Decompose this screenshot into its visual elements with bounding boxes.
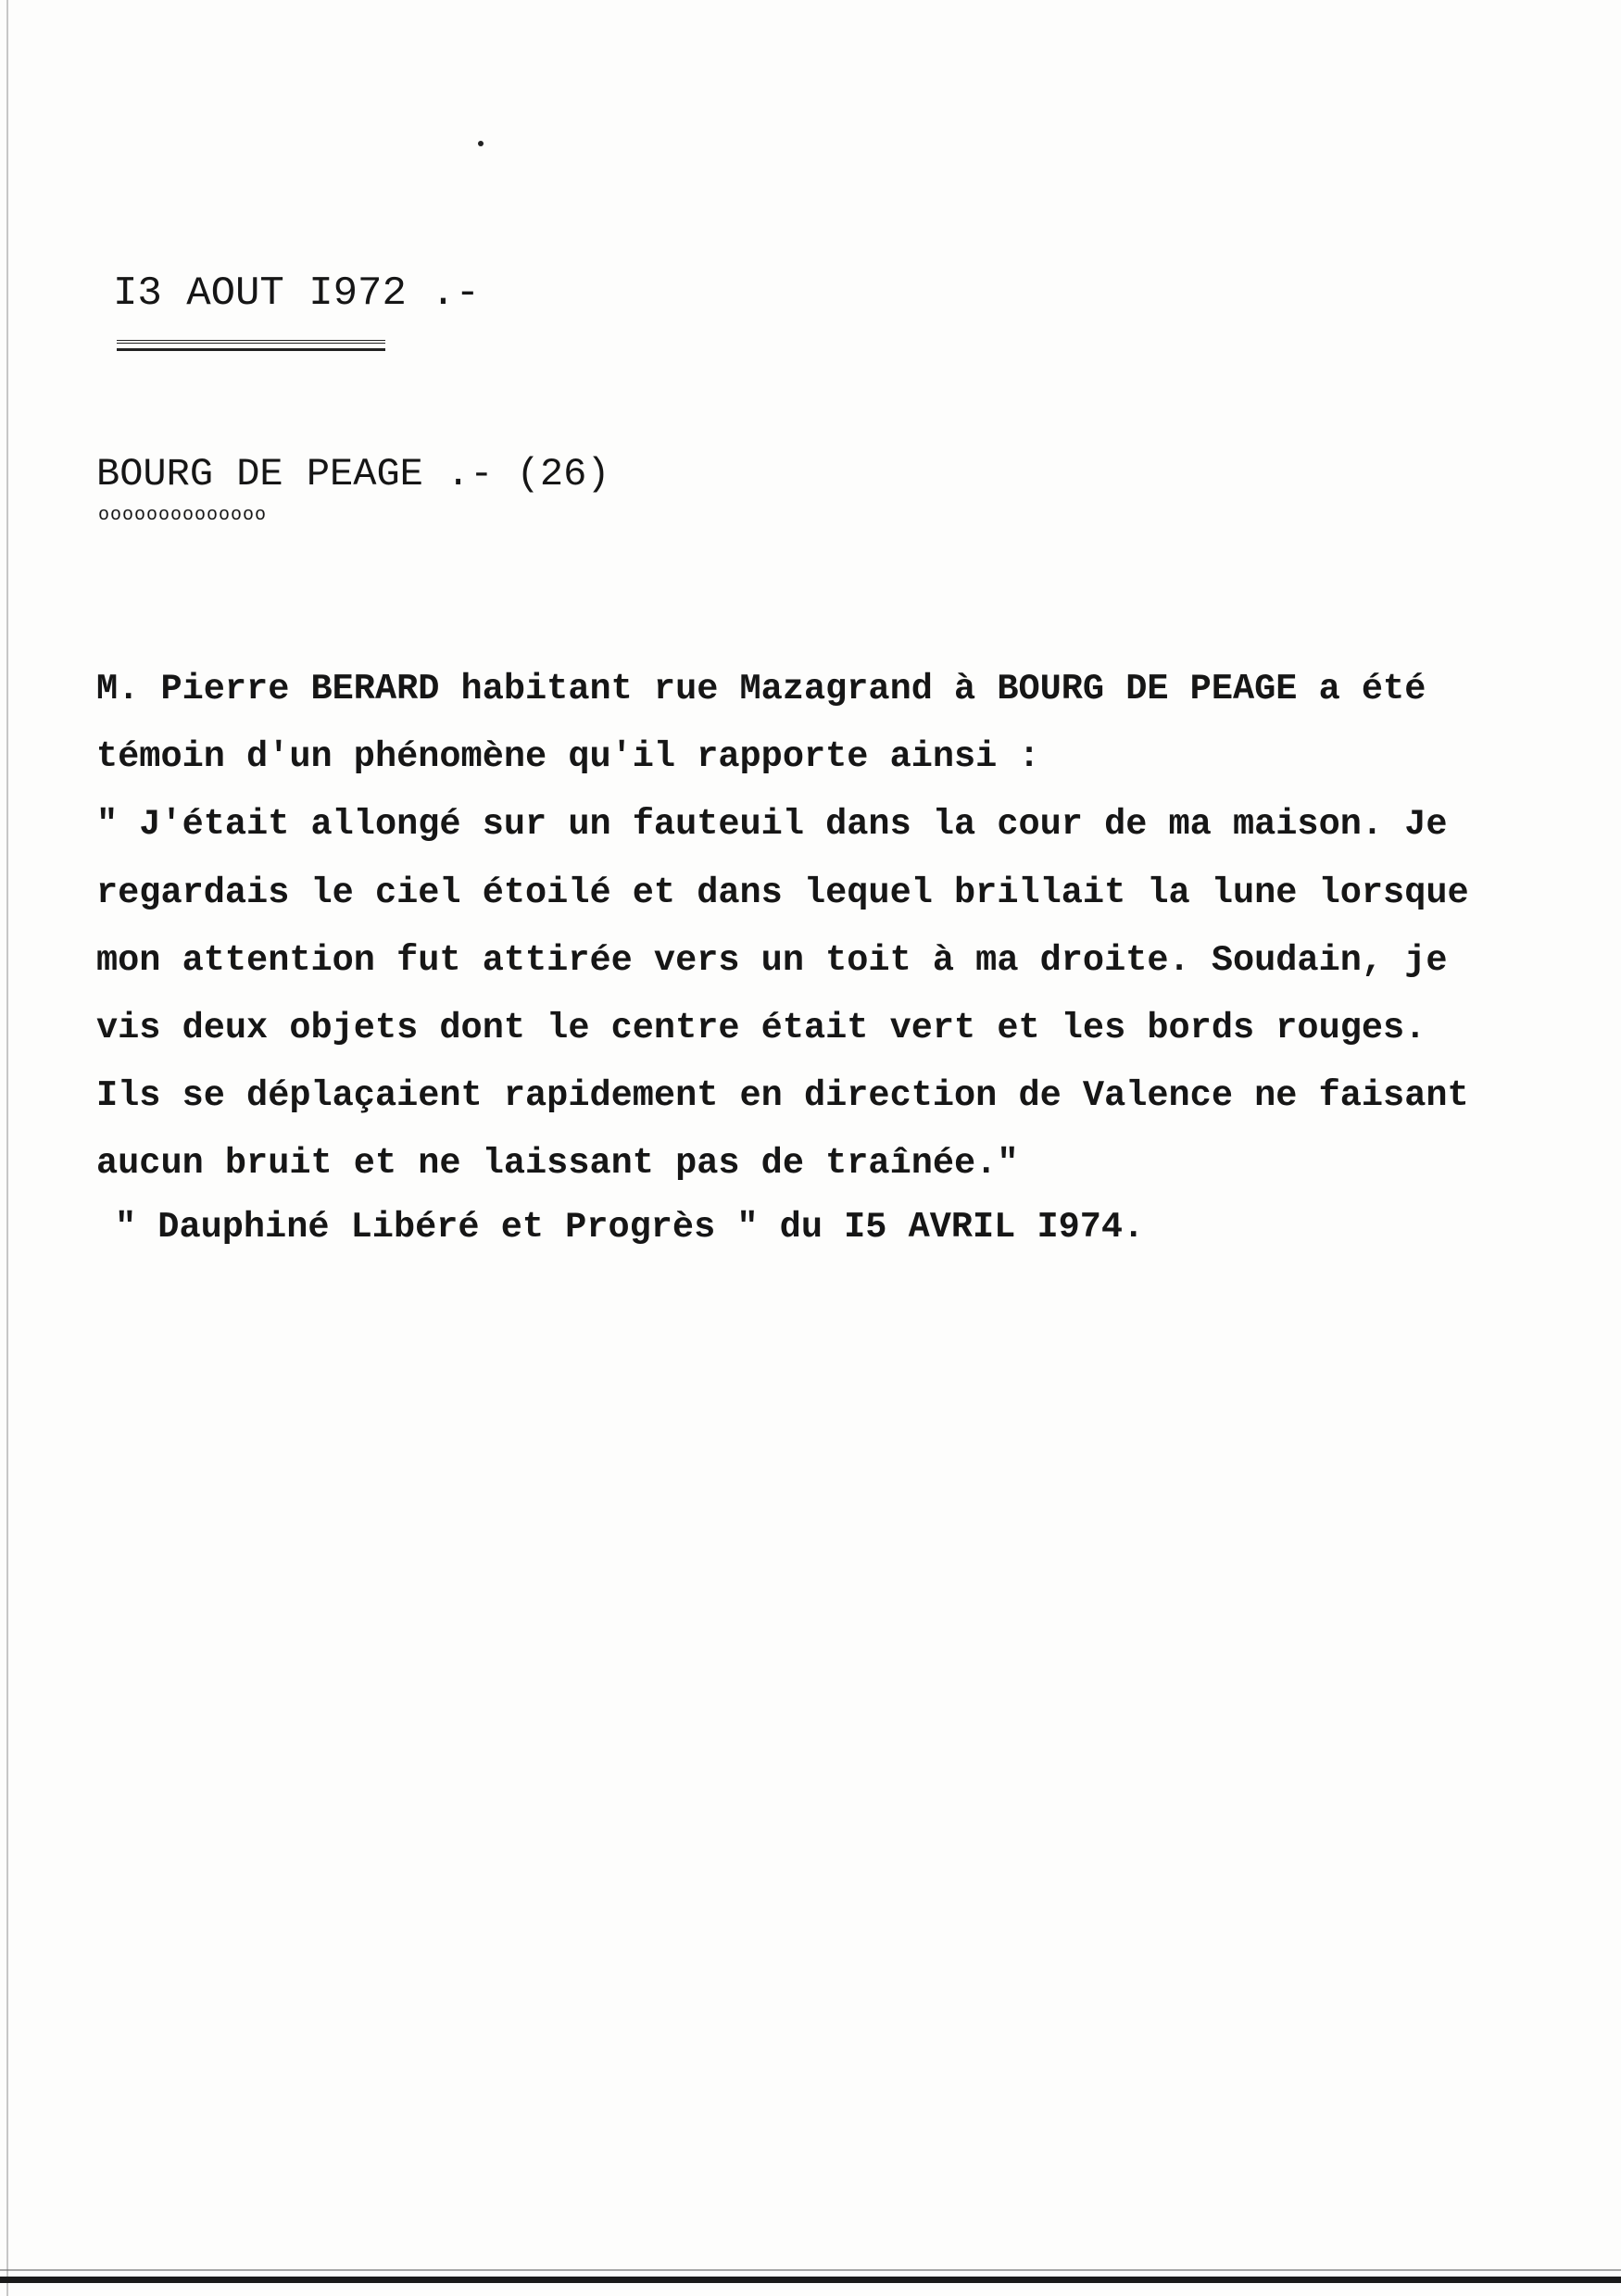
source-citation: " Dauphiné Libéré et Progrès " du I5 AVRIL I974. (115, 1207, 1145, 1248)
report-text (96, 656, 1541, 1198)
report-line: M. Pierre BERARD habitant rue Mazagrand à BOURG DE PEAGE a été (96, 669, 1426, 709)
report-line: mon attention fut attirée vers un toit à ma droite. Soudain, je (96, 939, 1448, 981)
report-line: " J'était allongé sur un fauteuil dans la cour de ma maison. Je (96, 804, 1448, 846)
page-bottom-shadow (0, 2269, 1621, 2271)
report-line: aucun bruit et ne laissant pas de traînée." (96, 1143, 1019, 1185)
place-underline: oooooooooooooo (98, 505, 268, 526)
date-underline (117, 340, 385, 351)
page-bottom-edge (0, 2277, 1621, 2283)
report-line: témoin d'un phénomène qu'il rapporte ainsi : (96, 736, 1040, 778)
page-left-edge (6, 0, 8, 2296)
report-line: regardais le ciel étoilé et dans lequel brillait la lune lorsque (96, 872, 1469, 913)
report-line: Ils se déplaçaient rapidement en direction de Valence ne faisant (96, 1075, 1469, 1117)
place-heading: BOURG DE PEAGE .- (26) (96, 452, 610, 496)
date-heading: I3 AOUT I972 .- (113, 270, 481, 317)
report-line: vis deux objets dont le centre était vert et les bords rouges. (96, 1008, 1426, 1049)
ink-dot (478, 141, 484, 146)
